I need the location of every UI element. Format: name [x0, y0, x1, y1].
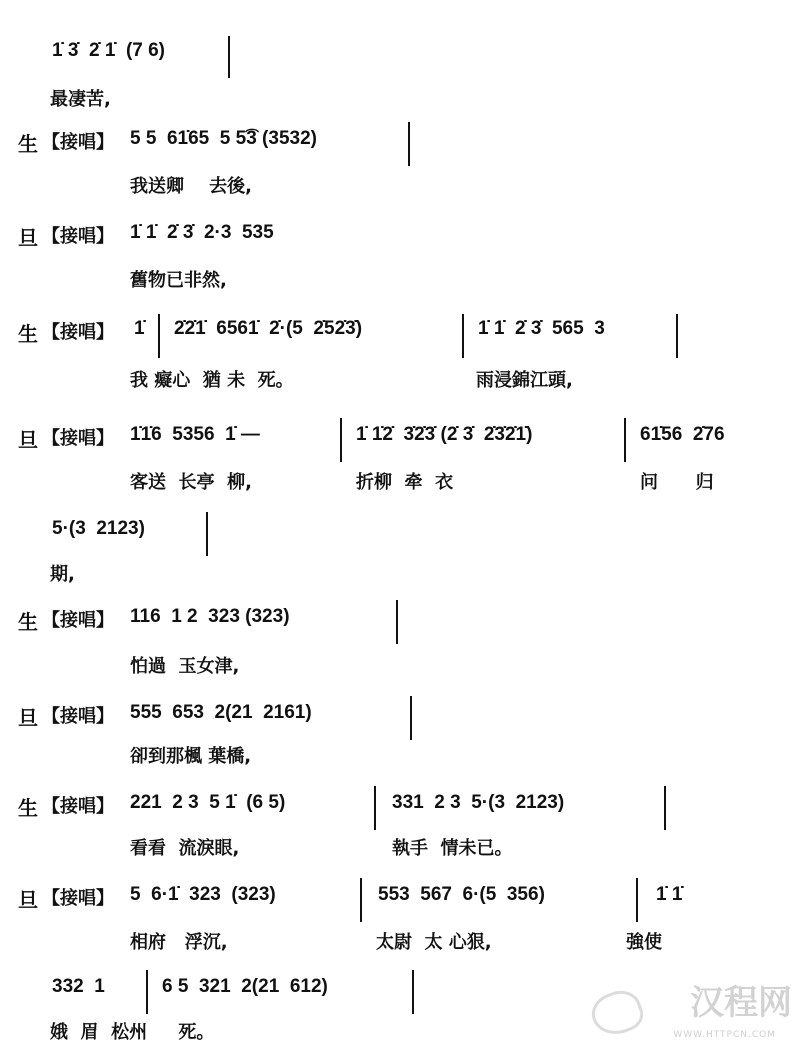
barline	[228, 36, 230, 78]
role-dan: 旦	[18, 428, 38, 452]
notation-line-9b: 331 2 3 5·(3 2123)	[392, 792, 565, 813]
notation-line-5a: 1̇1̇6 5356 1̇ —	[130, 424, 260, 445]
barline	[158, 314, 160, 358]
barline	[664, 786, 666, 830]
notation-line-7: 116 1 2 323 (323)	[130, 606, 290, 627]
notation-line-2: 5 5 61̇65 5 5͡3 (3532)	[130, 128, 317, 149]
notation-line-11b: 6 5 321 2(21 612)	[162, 976, 328, 997]
notation-line-5b: 1̇ 1̇2̇ 3̇2̇3̇ (2̇ 3̇ 2̇3̇2̇1̇)	[356, 424, 533, 445]
notation-line-1: 1̇ 3̇ 2̇ 1̇ (7 6)	[52, 40, 166, 61]
notation-line-4a: 1̇	[134, 318, 145, 339]
barline	[636, 878, 638, 922]
section-label: 【接唱】	[42, 796, 114, 817]
lyrics-line-10c: 強使	[626, 932, 662, 953]
barline	[408, 122, 410, 166]
section-label: 【接唱】	[42, 888, 114, 909]
watermark-text: 汉程网	[690, 983, 792, 1023]
notation-line-8: 555 653 2(21 2161)	[130, 702, 312, 723]
role-dan: 旦	[18, 706, 38, 730]
lyrics-line-9b: 執手 情未已。	[392, 838, 513, 859]
lyrics-line-5c: 问 归	[640, 472, 714, 493]
watermark-logo-icon	[586, 985, 647, 1042]
notation-line-4c: 1̇ 1̇ 2̇ 3̇ 565 3	[478, 318, 605, 339]
lyrics-line-10a: 相府 浮沉,	[130, 932, 228, 953]
watermark-url: WWW.HTTPCN.COM	[673, 1030, 776, 1040]
lyrics-line-6: 期,	[50, 564, 75, 585]
section-label: 【接唱】	[42, 706, 114, 727]
lyrics-line-7: 怕過 玉女津,	[130, 656, 240, 677]
lyrics-line-8: 卻到那楓 葉橋,	[130, 746, 252, 767]
notation-line-10a: 5 6·1̇ 323 (323)	[130, 884, 276, 905]
notation-line-6: 5·(3 2123)	[52, 518, 145, 539]
lyrics-line-1: 最凄苦,	[50, 89, 111, 110]
role-sheng: 生	[18, 132, 38, 156]
barline	[146, 970, 148, 1014]
barline	[360, 878, 362, 922]
lyrics-line-5a: 客送 长亭 柳,	[130, 472, 252, 493]
section-label: 【接唱】	[42, 610, 114, 631]
lyrics-line-2: 我送卿 去後,	[130, 176, 252, 197]
role-sheng: 生	[18, 796, 38, 820]
barline	[374, 786, 376, 830]
barline	[624, 418, 626, 462]
lyrics-line-4b: 雨浸錦江頭,	[476, 370, 573, 391]
barline	[206, 512, 208, 556]
barline	[396, 600, 398, 644]
role-dan: 旦	[18, 888, 38, 912]
barline	[462, 314, 464, 358]
lyrics-line-9a: 看看 流淚眼,	[130, 838, 240, 859]
notation-line-4b: 2̇2̇1̇ 6561̇ 2̇·(5 2̇52̇3̇)	[174, 318, 363, 339]
role-sheng: 生	[18, 610, 38, 634]
notation-line-10b: 553 567 6·(5 356)	[378, 884, 545, 905]
section-label: 【接唱】	[42, 226, 114, 247]
role-sheng: 生	[18, 322, 38, 346]
role-dan: 旦	[18, 226, 38, 250]
lyrics-line-3: 舊物已非然,	[130, 270, 227, 291]
barline	[410, 696, 412, 740]
lyrics-line-11: 娥 眉 松州 死。	[50, 1022, 215, 1043]
lyrics-line-4a: 我 癡心 猶 未 死。	[130, 370, 294, 391]
notation-line-11a: 332 1	[52, 976, 105, 997]
barline	[676, 314, 678, 358]
notation-line-3: 1̇ 1̇ 2̇ 3̇ 2·3 535	[130, 222, 274, 243]
lyrics-line-10b: 太尉 太 心狠,	[376, 932, 492, 953]
section-label: 【接唱】	[42, 322, 114, 343]
notation-line-9a: 221 2 3 5 1̇ (6 5)	[130, 792, 286, 813]
lyrics-line-5b: 折柳 牵 衣	[356, 472, 454, 493]
barline	[412, 970, 414, 1014]
notation-line-10c: 1̇ 1̇	[656, 884, 683, 905]
barline	[340, 418, 342, 462]
notation-line-5c: 61̇56 2̇76	[640, 424, 725, 445]
section-label: 【接唱】	[42, 428, 114, 449]
section-label: 【接唱】	[42, 132, 114, 153]
